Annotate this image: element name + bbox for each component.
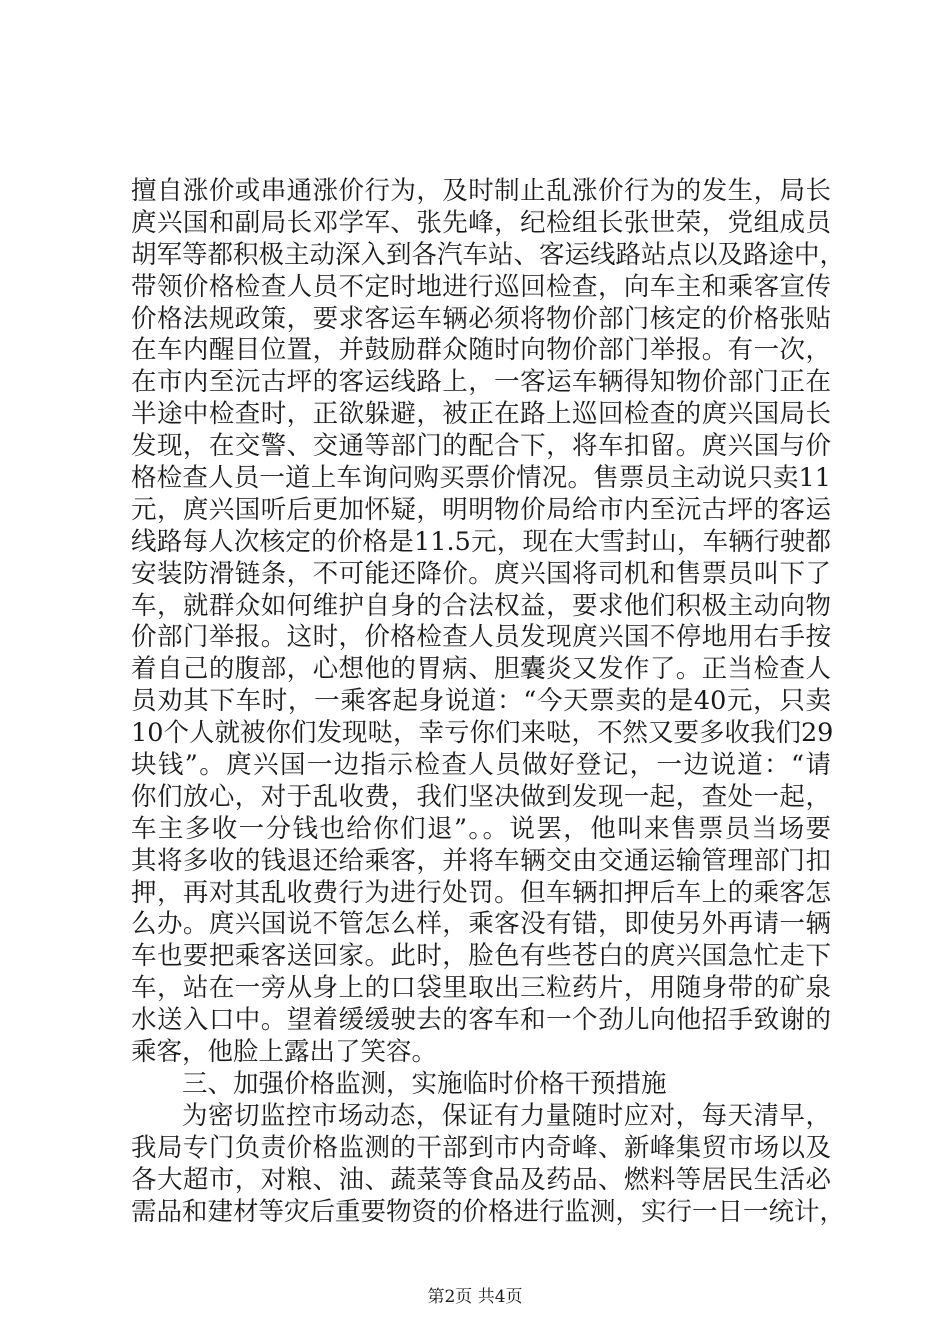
text-line: 车也要把乘客送回家。此时，脸色有些苍白的庹兴国急忙走下 [131, 941, 831, 972]
text-line: 么办。庹兴国说不管怎么样，乘客没有错，即使另外再请一辆 [131, 909, 831, 940]
text-line: 元，庹兴国听后更加怀疑，明明物价局给市内至沅古坪的客运 [131, 494, 831, 525]
body-text [131, 176, 846, 1228]
page-footer: 第2页 共4页 [427, 1287, 523, 1307]
text-line: 车主多收一分钱也给你们退”。。说罢，他叫来售票员当场要 [131, 813, 831, 844]
text-line: 押，再对其乱收费行为进行处罚。但车辆扣押后车上的乘客怎 [131, 877, 831, 908]
text-line: 价部门举报。这时，价格检查人员发现庹兴国不停地用右手按 [131, 622, 831, 653]
text-line: 线路每人次核定的价格是11.5元，现在大雪封山，车辆行驶都 [131, 526, 831, 557]
text-line: 需品和建材等灾后重要物资的价格进行监测，实行一日一统计， [131, 1196, 846, 1227]
text-line: 发现，在交警、交通等部门的配合下，将车扣留。庹兴国与价 [131, 431, 831, 462]
text-line: 为密切监控市场动态，保证有力量随时应对，每天清早， [182, 1100, 831, 1131]
text-line: 我局专门负责价格监测的干部到市内奇峰、新峰集贸市场以及 [131, 1132, 831, 1163]
text-line: 各大超市，对粮、油、蔬菜等食品及药品、燃料等居民生活必 [131, 1164, 831, 1195]
text-line: 半途中检查时，正欲躲避，被正在路上巡回检查的庹兴国局长 [131, 399, 831, 430]
text-line: 水送入口中。望着缓缓驶去的客车和一个劲儿向他招手致谢的 [131, 1005, 831, 1036]
text-line: 车，站在一旁从身上的口袋里取出三粒药片，用随身带的矿泉 [131, 973, 831, 1004]
text-line: 车，就群众如何维护自身的合法权益，要求他们积极主动向物 [131, 590, 831, 621]
section-heading: 三、加强价格监测，实施临时价格干预措施 [182, 1068, 667, 1099]
text-line: 安装防滑链条，不可能还降价。庹兴国将司机和售票员叫下了 [131, 558, 831, 589]
text-line: 擅自涨价或串通涨价行为，及时制止乱涨价行为的发生，局长 [131, 176, 831, 206]
text-line: 10个人就被你们发现哒，幸亏你们来哒，不然又要多收我们29 [131, 718, 834, 749]
text-line: 乘客，他脸上露出了笑容。 [131, 1037, 438, 1068]
text-line: 块钱”。庹兴国一边指示检查人员做好登记，一边说道：“请 [131, 750, 831, 781]
text-line: 你们放心，对于乱收费，我们坚决做到发现一起，查处一起， [131, 781, 831, 812]
text-line: 在车内醒目位置，并鼓励群众随时向物价部门举报。有一次， [131, 335, 831, 366]
text-line: 着自己的腹部，心想他的胃病、胆囊炎又发作了。正当检查人 [131, 654, 831, 685]
text-line: 价格法规政策，要求客运车辆必须将物价部门核定的价格张贴 [131, 303, 831, 334]
text-line: 胡军等都积极主动深入到各汽车站、客运线路站点以及路途中， [131, 239, 846, 270]
text-line: 格检查人员一道上车询问购买票价情况。售票员主动说只卖11 [131, 463, 831, 494]
text-line: 其将多收的钱退还给乘客，并将车辆交由交通运输管理部门扣 [131, 845, 831, 876]
text-line: 带领价格检查人员不定时地进行巡回检查，向车主和乘客宣传 [131, 271, 831, 302]
text-line: 庹兴国和副局长邓学军、张先峰，纪检组长张世荣，党组成员 [131, 207, 831, 238]
text-line: 在市内至沅古坪的客运线路上，一客运车辆得知物价部门正在 [131, 367, 831, 398]
text-line: 员劝其下车时，一乘客起身说道：“今天票卖的是40元，只卖 [131, 686, 831, 717]
